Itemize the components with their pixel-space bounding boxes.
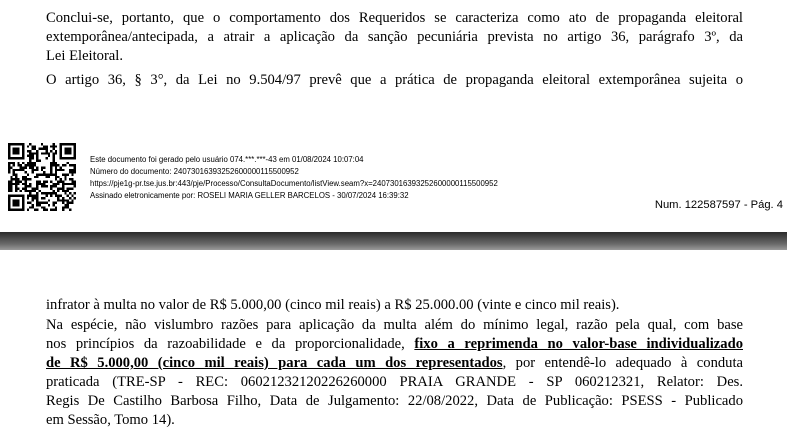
emphasized-text: de R$ 5.000,00 (cinco mil reais) para cada um dos representados [46, 355, 503, 371]
page-number: Num. 122587597 - Pág. 4 [654, 199, 783, 211]
text-line: em Sessão, Tomo 14). [46, 412, 175, 428]
text-line: Conclui-se, portanto, que o comportamento dos Requeridos se caracteriza como ato de propaganda eleitoral [46, 10, 743, 26]
text-line: O artigo 36, § 3°, da Lei no 9.504/97 prevê que a prática de propaganda eleitoral extemporânea sujeita o [46, 72, 743, 88]
footer-signed: Assinado eletronicamente por: ROSELI MARIA GELLER BARCELOS - 30/07/2024 16:39:32 [90, 191, 409, 200]
qr-code-icon [8, 143, 76, 211]
page-separator [0, 232, 787, 250]
text-line: extemporânea/antecipada, a atrair a aplicação da sanção pecuniária prevista no artigo 36, parágrafo 3º, da [46, 29, 743, 45]
paragraph-conclusion [46, 9, 743, 66]
footer-url[interactable]: https://pje1g-pr.tse.jus.br:443/pje/Processo/ConsultaDocumento/listView.seam?x=24073016393252600000115500952 [90, 179, 498, 188]
paragraph-decision [46, 316, 743, 430]
text-line: Regis De Castilho Barbosa Filho, Data de Julgamento: 22/08/2022, Data de Publicação: PSESS - Publicado [46, 393, 743, 409]
text-line: infrator à multa no valor de R$ 5.000,00 (cinco mil reais) a R$ 25.000.00 (vinte e cinco mil reais). [46, 297, 620, 313]
text-segment: , por entendê-lo adequado à conduta [502, 355, 743, 371]
text-line: Lei Eleitoral. [46, 48, 123, 64]
text-line [46, 354, 743, 373]
emphasized-text: fixo a reprimenda no valor-base individualizado [414, 336, 743, 352]
paragraph-article-36 [46, 71, 743, 90]
text-segment: nos princípios da razoabilidade e da proporcionalidade, [46, 336, 415, 352]
footer-generated: Este documento foi gerado pelo usuário 074.***.***-43 em 01/08/2024 10:07:04 [90, 155, 364, 164]
document-footer [90, 154, 650, 202]
text-line [46, 335, 743, 354]
footer-document-number: Número do documento: 24073016393252600000115500952 [90, 167, 299, 176]
text-line: Na espécie, não vislumbro razões para aplicação da multa além do mínimo legal, razão pela qual, com base [46, 317, 743, 333]
paragraph-fine-range [46, 296, 743, 315]
text-line: praticada (TRE-SP - REC: 06021232120226260000 PRAIA GRANDE - SP 060212321, Relator: Des. [46, 374, 743, 390]
